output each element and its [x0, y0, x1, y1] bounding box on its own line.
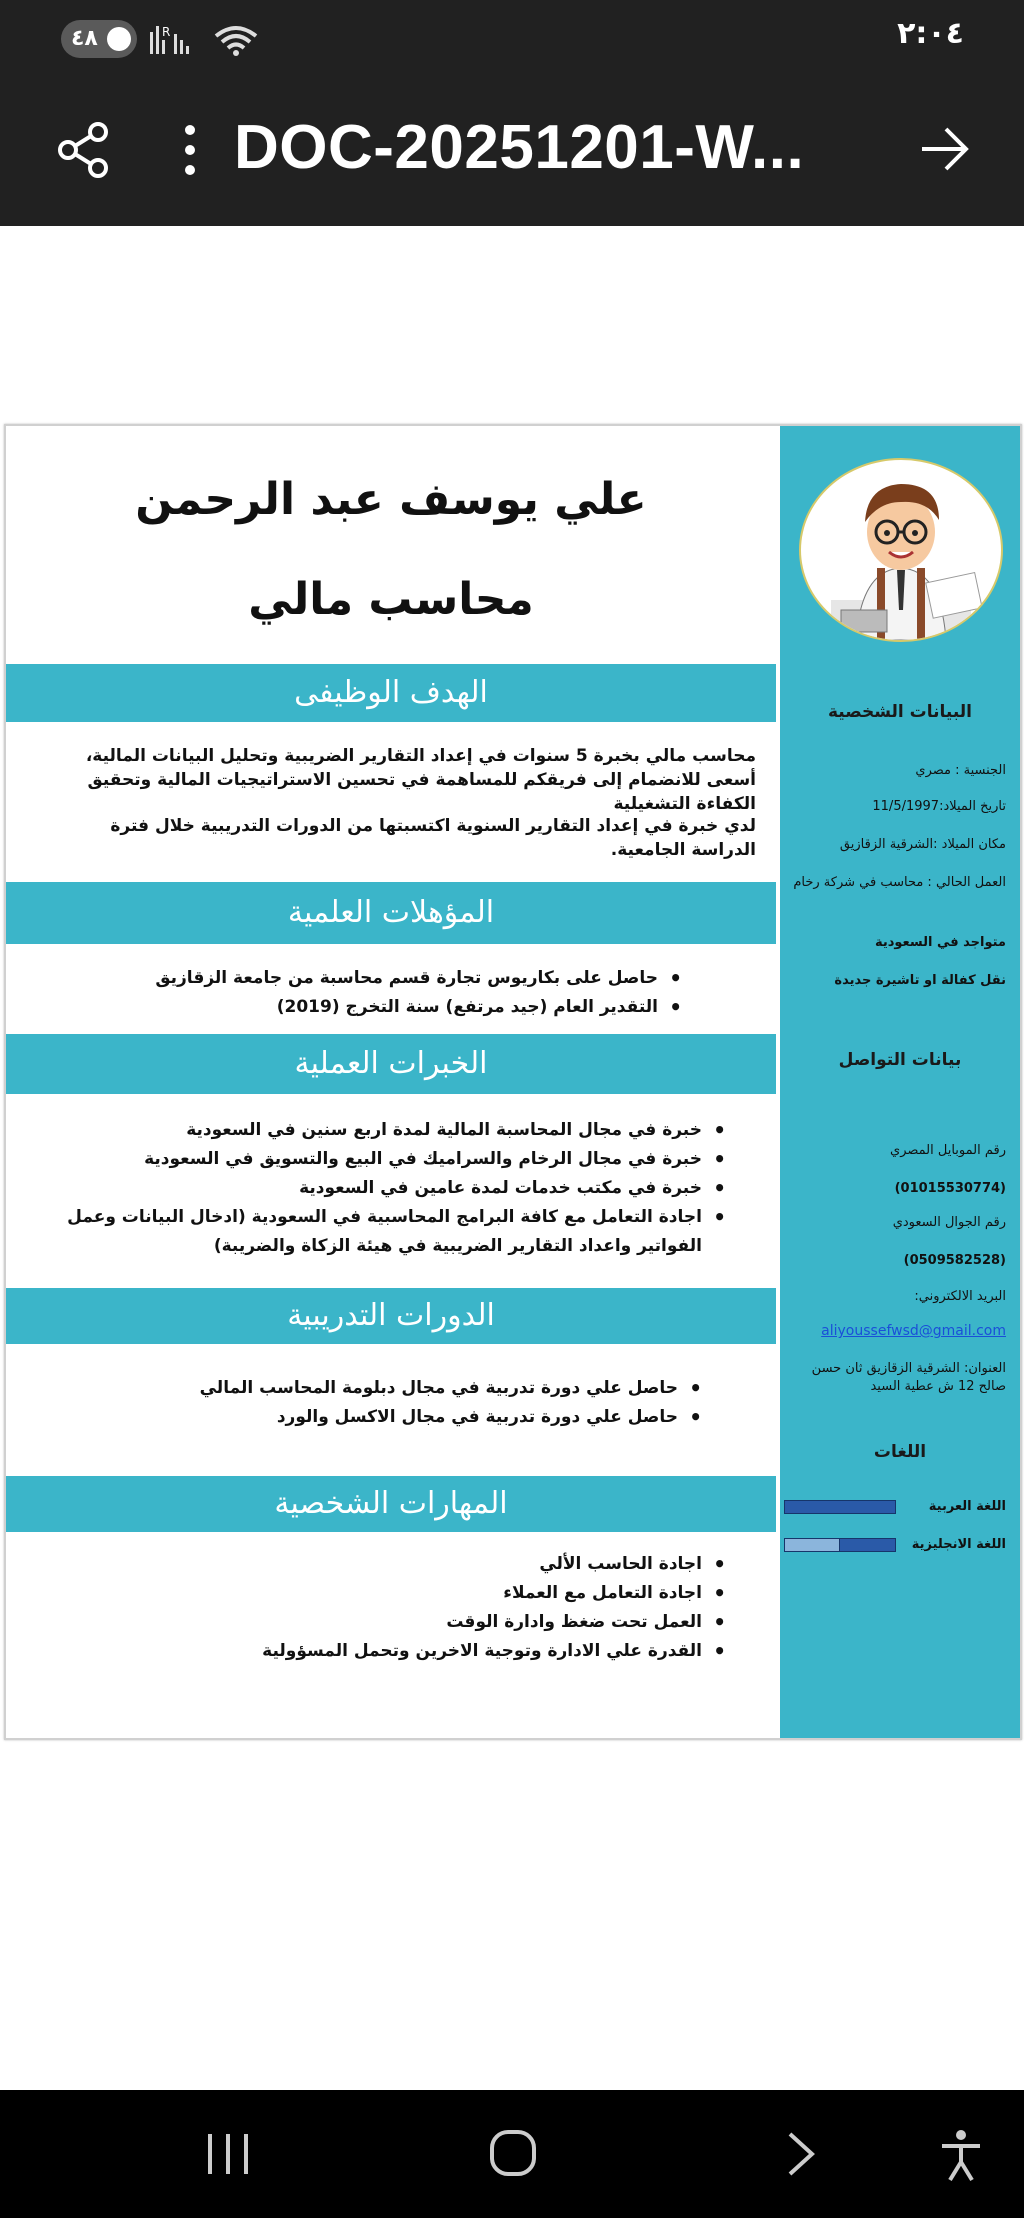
language-arabic-level-bar — [784, 1500, 896, 1514]
languages-heading: اللغات — [873, 1442, 927, 1462]
cv-main — [6, 426, 776, 1738]
experience-heading: الخبرات العملية — [6, 1034, 776, 1094]
egypt-mobile[interactable]: (01015530774) — [894, 1181, 1006, 1196]
saudi-mobile-label: رقم الجوال السعودي — [892, 1215, 1006, 1230]
list-item: • حاصل علي دورة تدربية في مجال الاكسل والورد — [26, 1403, 706, 1432]
person-name: علي يوسف عبد الرحمن — [135, 474, 647, 525]
skills-list — [30, 1550, 730, 1666]
courses-heading: الدورات التدريبية — [6, 1288, 776, 1344]
current-job: العمل الحالي : محاسب في شركة رخام — [793, 875, 1006, 890]
list-item: • خبرة في مكتب خدمات لمدة عامين في السعودية — [30, 1174, 730, 1203]
network-type-label: R — [162, 25, 171, 39]
back-icon[interactable] — [782, 2128, 822, 2180]
personal-info-heading: البيانات الشخصية — [827, 702, 972, 722]
arrow-forward-icon[interactable] — [920, 126, 970, 172]
list-item: • التقدير العام (جيد مرتفع) سنة التخرج (2019) — [36, 993, 686, 1022]
list-item: • خبرة في مجال المحاسبة المالية لمدة اربع سنين في السعودية — [30, 1116, 730, 1145]
profile-avatar — [799, 458, 1003, 642]
objective-paragraph-1: محاسب مالي بخبرة 5 سنوات في إعداد التقارير الضريبية وتحليل البيانات المالية، أسعى للانضمام إلى فريقكم للمساهمة في تحسين الاستراتيجيات المالية وتحقيق الكفاءة التشغيلية — [85, 746, 756, 814]
document-page[interactable] — [4, 424, 1022, 1740]
list-item: • حاصل على بكاريوس تجارة قسم محاسبة من جامعة الزقازيق — [36, 964, 686, 993]
qualifications-heading: المؤهلات العلمية — [6, 882, 776, 944]
document-title: DOC-20251201-W... — [234, 113, 805, 182]
share-icon[interactable] — [58, 122, 110, 178]
list-item: • اجادة التعامل مع كافة البرامج المحاسبية في السعودية (ادخال البيانات وعمل الفواتير واعداد التقارير الضريبية في هيئة الزكاة والضريبة) — [30, 1203, 730, 1261]
email-link[interactable]: aliyoussefwsd@gmail.com — [821, 1323, 1006, 1339]
home-icon[interactable] — [488, 2128, 538, 2180]
objective-heading: الهدف الوظيفى — [6, 664, 776, 722]
language-arabic: اللغة العربية — [928, 1499, 1006, 1514]
status-bar — [0, 0, 1024, 80]
skills-heading: المهارات الشخصية — [6, 1476, 776, 1532]
status-clock: ٢:٠٤ — [897, 16, 964, 51]
sponsorship-transfer: نقل كفالة او تاشيرة جديدة — [834, 973, 1006, 988]
signal-wifi-icon — [148, 22, 268, 58]
language-english: اللغة الانجليزية — [911, 1537, 1006, 1552]
list-item: • القدرة علي الادارة وتوجية الاخرين وتحمل المسؤولية — [30, 1637, 730, 1666]
saudi-mobile[interactable]: (0509582528) — [903, 1253, 1006, 1268]
courses-list — [26, 1374, 706, 1432]
accountant-illustration — [801, 460, 1001, 640]
qualifications-list — [36, 964, 686, 1022]
cv-sidebar — [780, 426, 1020, 1738]
list-item: • اجادة الحاسب الألي — [30, 1550, 730, 1579]
list-item: • العمل تحت ضغظ وادارة الوقت — [30, 1608, 730, 1637]
app-top-bar — [0, 0, 1024, 226]
system-nav-bar — [0, 2090, 1024, 2218]
battery-saver-icon — [107, 27, 131, 51]
contact-heading: بيانات التواصل — [838, 1050, 962, 1070]
job-title: محاسب مالي — [248, 574, 534, 625]
battery-indicator — [61, 20, 137, 58]
objective-paragraph-2: لدي خبرة في إعداد التقارير السنوية اكتسبتها من الدورات التدريبية خلال فترة الدراسة الجامعية. — [110, 816, 756, 860]
list-item: • حاصل علي دورة تدربية في مجال دبلومة المحاسب المالي — [26, 1374, 706, 1403]
recent-apps-icon[interactable] — [204, 2128, 252, 2180]
battery-level: ٤٨ — [71, 26, 98, 51]
list-item: • خبرة في مجال الرخام والسراميك في البيع والتسويق في السعودية — [30, 1145, 730, 1174]
accessibility-icon[interactable] — [938, 2128, 984, 2184]
email-label: البريد الالكتروني: — [914, 1289, 1006, 1304]
egypt-mobile-label: رقم الموبايل المصري — [890, 1143, 1006, 1158]
experience-list — [30, 1116, 730, 1261]
location: متواجد في السعودية — [874, 935, 1006, 950]
birth-place: مكان الميلاد :الشرقية الزقازيق — [839, 837, 1006, 852]
more-vert-icon[interactable] — [182, 124, 198, 176]
birth-date: تاريخ الميلاد:11/5/1997 — [872, 799, 1006, 814]
language-english-level-bar — [839, 1538, 896, 1552]
address: العنوان: الشرقية الزقازيق ثان حسن صالح 12 ش عطية السيد — [811, 1361, 1006, 1394]
list-item: • اجادة التعامل مع العملاء — [30, 1579, 730, 1608]
nationality: الجنسية : مصري — [915, 763, 1006, 778]
